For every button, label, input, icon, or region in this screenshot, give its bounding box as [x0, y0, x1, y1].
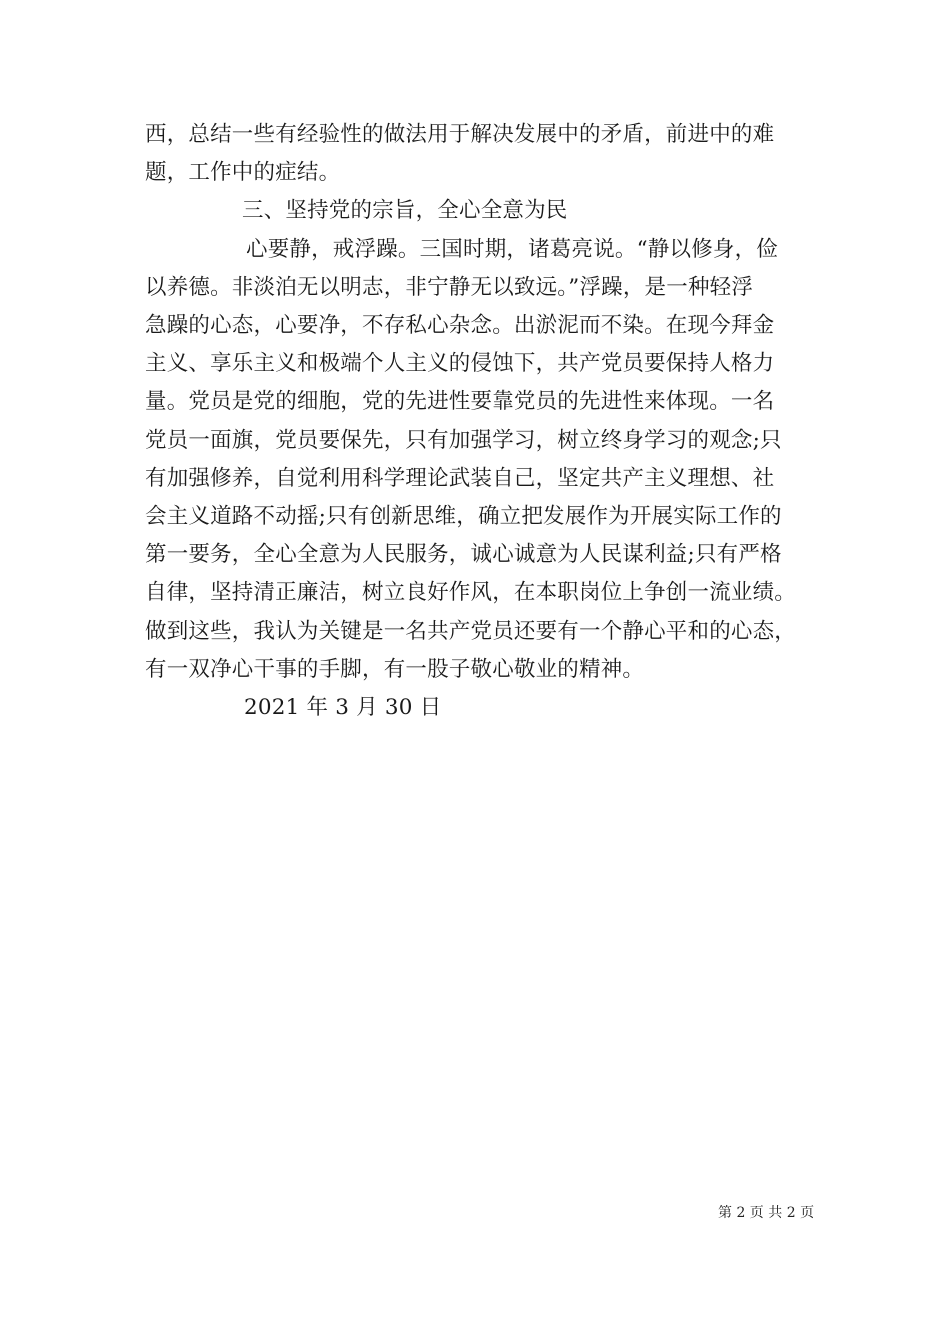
date-line — [145, 689, 810, 727]
text-line: 题，工作中的症结。 — [145, 160, 341, 186]
text-line: 有加强修养，自觉利用科学理论武装自己，坚定共产主义理想、社 — [145, 465, 775, 491]
page-number-footer: 第 2 页 共 2 页 — [718, 1205, 815, 1221]
text-line: 主义、享乐主义和极端个人主义的侵蚀下，共产党员要保持人格力 — [145, 351, 775, 377]
text-line: 量。党员是党的细胞，党的先进性要靠党员的先进性来体现。一名 — [145, 389, 775, 415]
document-date: 2021 年 3 月 30 日 — [244, 695, 442, 721]
text-line: 急躁的心态，心要净，不存私心杂念。出淤泥而不染。在现今拜金 — [145, 313, 775, 339]
text-line: 会主义道路不动摇;只有创新思维，确立把发展作为开展实际工作的 — [145, 504, 782, 530]
text-line: 做到这些，我认为关键是一名共产党员还要有一个静心平和的心态， — [145, 618, 797, 644]
text-line: 西，总结一些有经验性的做法用于解决发展中的矛盾，前进中的难 — [145, 122, 775, 147]
text-line: 以养德。非淡泊无以明志，非宁静无以致远。”浮躁，是一种轻浮 — [145, 274, 754, 300]
document-body — [145, 116, 810, 727]
section-heading-text: 三、坚持党的宗旨，全心全意为民 — [242, 198, 568, 224]
text-line: 党员一面旗，党员要保先，只有加强学习，树立终身学习的观念;只 — [145, 427, 782, 453]
text-line: 心要静，戒浮躁。三国时期，诸葛亮说。“静以修身，俭 — [246, 236, 778, 262]
continued-paragraph — [145, 116, 810, 192]
text-line: 自律，坚持清正廉洁，树立良好作风，在本职岗位上争创一流业绩。 — [145, 580, 797, 606]
body-paragraph — [145, 231, 810, 689]
text-line: 有一双净心干事的手脚，有一股子敬心敬业的精神。 — [145, 656, 645, 682]
section-heading — [145, 192, 810, 230]
text-line: 第一要务，全心全意为人民服务，诚心诚意为人民谋利益;只有严格 — [145, 542, 782, 568]
